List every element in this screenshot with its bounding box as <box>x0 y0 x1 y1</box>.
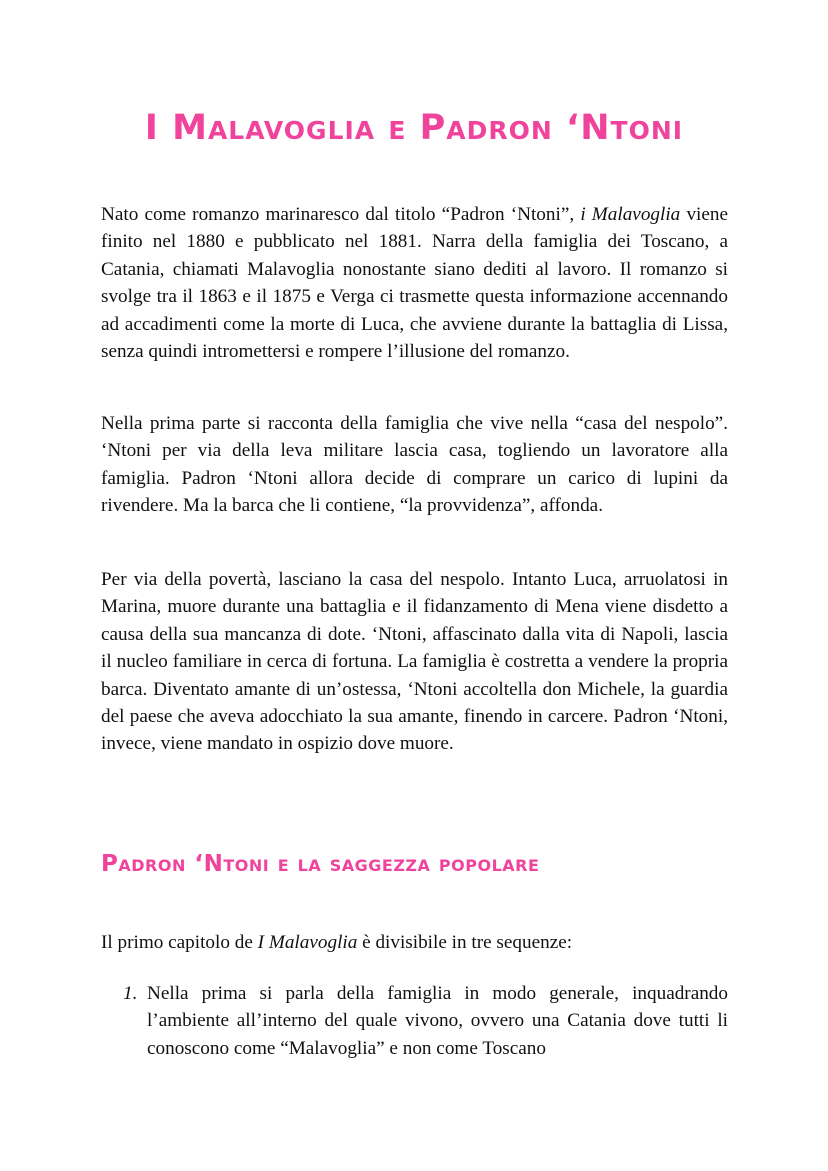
section-intro <box>101 929 572 956</box>
sequence-list <box>101 980 728 1062</box>
paragraph-1 <box>101 201 728 365</box>
section-intro-start: Il primo capitolo de <box>101 932 258 953</box>
paragraph-1-text-start: Nato come romanzo marinaresco dal titolo “Padron ‘Ntoni”, <box>101 204 581 225</box>
paragraph-1-book-title: i Malavoglia <box>580 204 681 225</box>
section-intro-book-title: I Malavoglia <box>257 932 358 953</box>
list-item <box>101 980 728 1062</box>
section-heading: Padron ‘Ntoni e la saggezza popolare <box>101 851 540 877</box>
paragraph-2: Nella prima parte si racconta della famiglia che vive nella “casa del nespolo”. ‘Ntoni per via della leva militare lascia casa, togliendo un lavoratore alla famiglia. Padron ‘Ntoni allora decide di comprare un carico di lupini da rivendere. Ma la barca che li contiene, “la provvidenza”, affonda. <box>101 413 728 517</box>
section-intro-end: è divisibile in tre sequenze: <box>357 932 573 953</box>
paragraph-1-text-end: viene finito nel 1880 e pubblicato nel 1881. Narra della famiglia dei Toscano, a Catania, chiamati Malavoglia nonostante siano dediti al lavoro. Il romanzo si svolge tra il 1863 e il 1875 e Verga ci trasmette questa informazione accennando ad accadimenti come la morte di Luca, che avviene durante la battaglia di Lissa, senza quindi intromettersi e rompere l’illusione del romanzo. <box>101 204 728 363</box>
list-item-number: 1. <box>123 983 138 1004</box>
list-item-text: Nella prima si parla della famiglia in modo generale, inquadrando l’ambiente all’interno del quale vivono, ovvero una Catania dove tutti li conoscono come “Malavoglia” e non come Toscano <box>147 983 728 1059</box>
page-title: I Malavoglia e Padron ‘Ntoni <box>144 108 684 148</box>
paragraph-3: Per via della povertà, lasciano la casa del nespolo. Intanto Luca, arruolatosi in Marina, muore durante una battaglia e il fidanzamento di Mena viene disdetto a causa della sua mancanza di dote. ‘Ntoni, affascinato dalla vita di Napoli, lascia il nucleo familiare in cerca di fortuna. La famiglia è costretta a vendere la propria barca. Diventato amante di un’ostessa, ‘Ntoni accoltella don Michele, la guardia del paese che aveva adocchiato la sua amante, finendo in carcere. Padron ‘Ntoni, invece, viene mandato in ospizio dove muore. <box>101 569 728 755</box>
